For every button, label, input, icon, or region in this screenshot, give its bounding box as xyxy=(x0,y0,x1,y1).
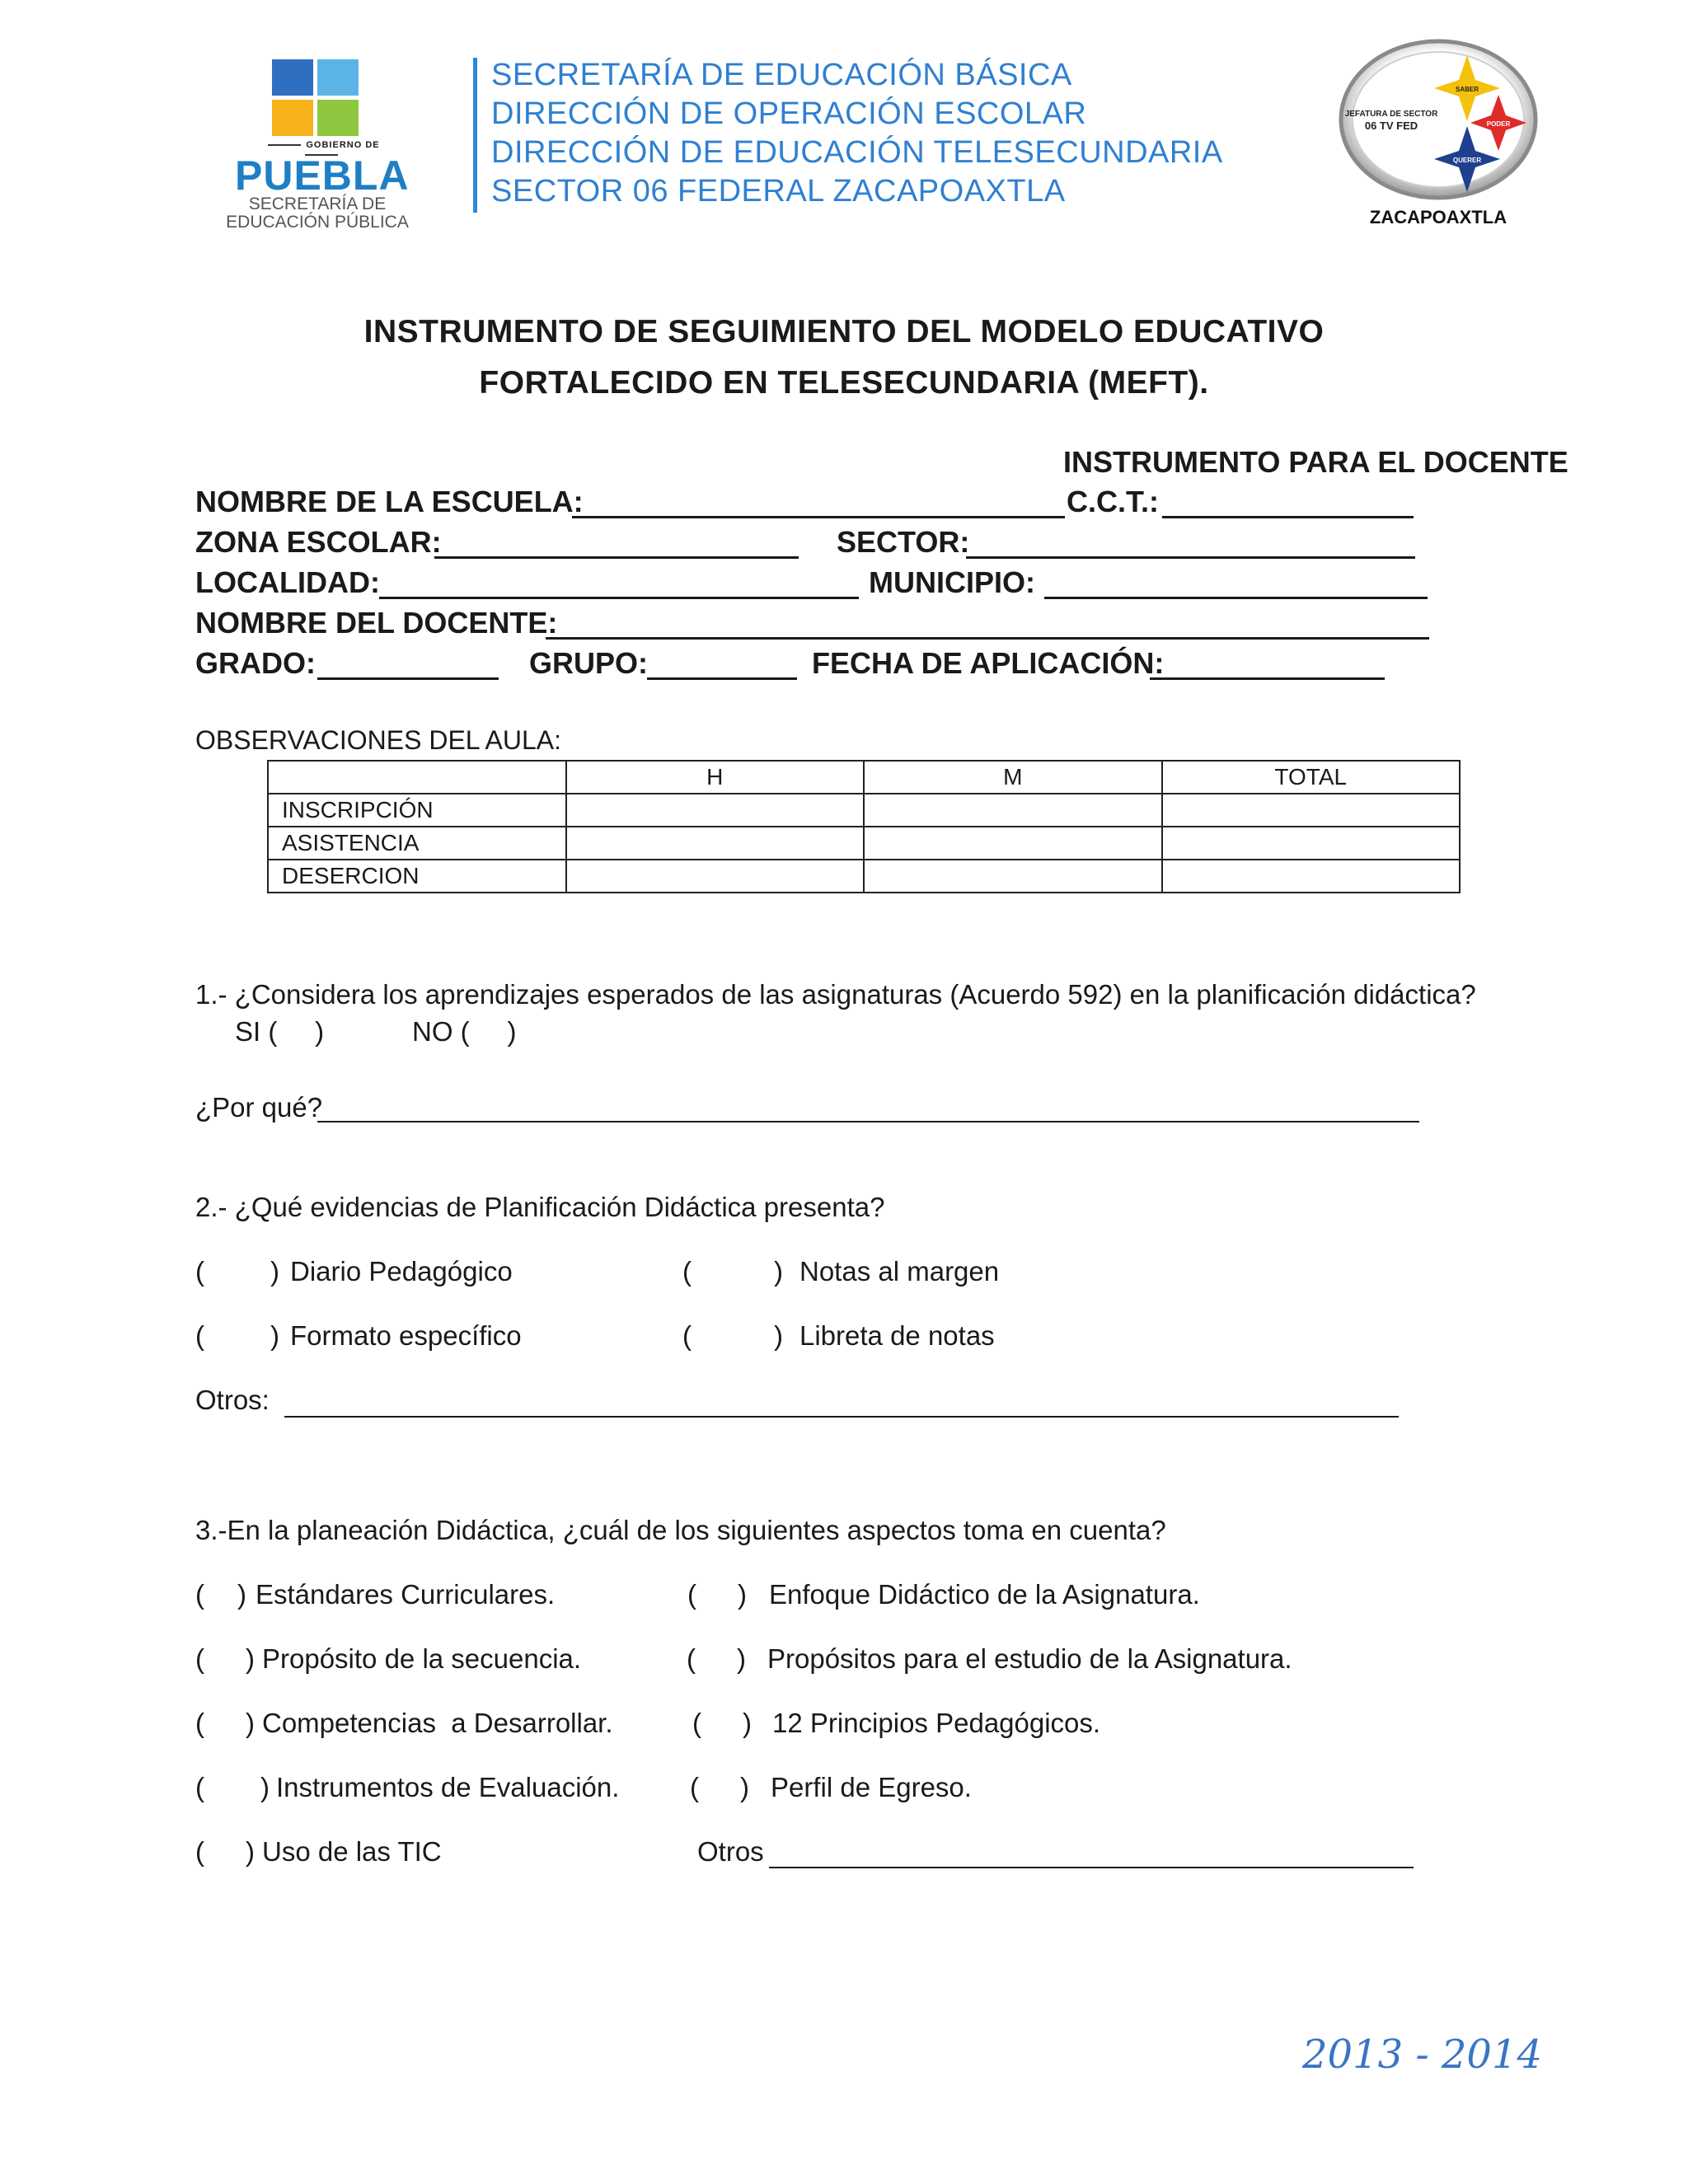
observaciones-label: OBSERVACIONES DEL AULA: xyxy=(195,725,562,755)
row-label-asistencia: ASISTENCIA xyxy=(268,827,566,860)
q2-option-libreta: Libreta de notas xyxy=(799,1320,995,1351)
header-line-1: SECRETARÍA DE EDUCACIÓN BÁSICA xyxy=(491,58,1072,92)
q1-question: 1.- ¿Considera los aprendizajes esperados de las asignaturas (Acuerdo 592) en la planificación didáctica? xyxy=(195,979,1476,1010)
q3-check-perfil[interactable]: ( ) xyxy=(690,1772,749,1802)
puebla-logo xyxy=(210,59,424,232)
q2-question: 2.- ¿Qué evidencias de Planificación Didáctica presenta? xyxy=(195,1192,885,1222)
sep-label: SECRETARÍA DE EDUCACIÓN PÚBLICA xyxy=(226,194,409,232)
cct-field[interactable] xyxy=(1162,485,1414,518)
table-header-h: H xyxy=(566,761,865,794)
sector-field[interactable] xyxy=(966,525,1415,559)
table-header-m: M xyxy=(864,761,1162,794)
cell-inscripcion-m[interactable] xyxy=(864,794,1162,827)
table-header-row xyxy=(268,761,1460,794)
header-line-2: DIRECCIÓN DE OPERACIÓN ESCOLAR xyxy=(491,96,1087,131)
docente-label: NOMBRE DEL DOCENTE: xyxy=(195,606,558,640)
cell-desercion-total[interactable] xyxy=(1162,860,1461,893)
cell-asistencia-m[interactable] xyxy=(864,827,1162,860)
q3-check-tic[interactable]: ( ) xyxy=(195,1836,255,1867)
star-querer-label: QUERER xyxy=(1452,157,1482,164)
instrument-type: INSTRUMENTO PARA EL DOCENTE xyxy=(1063,445,1568,479)
tvfed-label: 06 TV FED xyxy=(1364,120,1418,132)
cell-inscripcion-h[interactable] xyxy=(566,794,865,827)
localidad-label: LOCALIDAD: xyxy=(195,565,380,599)
q3-option-tic: Uso de las TIC xyxy=(262,1836,442,1867)
grupo-field[interactable] xyxy=(647,646,797,680)
cell-asistencia-total[interactable] xyxy=(1162,827,1461,860)
star-poder-label: PODER xyxy=(1486,120,1511,128)
zona-field[interactable] xyxy=(434,525,799,559)
q1-porque-field[interactable] xyxy=(317,1121,1419,1122)
q2-option-formato: Formato específico xyxy=(290,1320,522,1351)
grado-label: GRADO: xyxy=(195,646,316,680)
q2-option-notas: Notas al margen xyxy=(799,1256,1000,1286)
fecha-field[interactable] xyxy=(1150,646,1385,680)
q1-porque-label: ¿Por qué? xyxy=(195,1092,323,1122)
q2-check-formato[interactable]: ( ) xyxy=(195,1320,279,1351)
gobierno-label: GOBIERNO DE xyxy=(243,140,400,160)
municipio-field[interactable] xyxy=(1044,565,1428,599)
cct-label: C.C.T.: xyxy=(1067,485,1159,518)
jefatura-label: JEFATURA DE SECTOR xyxy=(1344,110,1438,119)
cell-desercion-h[interactable] xyxy=(566,860,865,893)
header-line-4: SECTOR 06 FEDERAL ZACAPOAXTLA xyxy=(491,174,1066,209)
q3-check-competencias[interactable]: ( ) xyxy=(195,1708,255,1738)
sector-emblem-icon xyxy=(1335,37,1541,235)
header-line-3: DIRECCIÓN DE EDUCACIÓN TELESECUNDARIA xyxy=(491,135,1223,170)
q3-otros-label: Otros xyxy=(697,1836,764,1867)
q3-option-principios: 12 Principios Pedagógicos. xyxy=(772,1708,1101,1738)
zona-label: ZONA ESCOLAR: xyxy=(195,525,442,559)
q2-option-diario: Diario Pedagógico xyxy=(290,1256,513,1286)
q3-option-instrumentos: Instrumentos de Evaluación. xyxy=(276,1772,620,1802)
row-label-inscripcion: INSCRIPCIÓN xyxy=(268,794,566,827)
q1-no-option[interactable]: NO ( ) xyxy=(412,1016,517,1047)
table-header-empty xyxy=(268,761,566,794)
q3-check-estandares[interactable]: ( ) xyxy=(195,1579,246,1610)
q2-check-diario[interactable]: ( ) xyxy=(195,1256,279,1286)
q3-option-proposito: Propósito de la secuencia. xyxy=(262,1643,582,1674)
document-title: INSTRUMENTO DE SEGUIMIENTO DEL MODELO EDUCATIVO FORTALECIDO EN TELESECUNDARIA (MEFT). xyxy=(363,314,1325,401)
q2-check-notas[interactable]: ( ) xyxy=(682,1256,783,1286)
q2-check-libreta[interactable]: ( ) xyxy=(682,1320,783,1351)
q2-otros-label: Otros: xyxy=(195,1385,270,1415)
puebla-label: PUEBLA xyxy=(235,152,410,199)
q3-check-proposito[interactable]: ( ) xyxy=(195,1643,255,1674)
q3-check-instrumentos[interactable]: ( ) xyxy=(195,1772,270,1802)
header-titles xyxy=(491,56,1223,211)
header-divider xyxy=(473,58,477,213)
row-label-desercion: DESERCION xyxy=(268,860,566,893)
table-row xyxy=(268,794,1460,827)
fecha-label: FECHA DE APLICACIÓN: xyxy=(812,646,1165,680)
q3-option-estandares: Estándares Curriculares. xyxy=(256,1579,556,1610)
escuela-field[interactable] xyxy=(572,485,1065,518)
localidad-field[interactable] xyxy=(379,565,859,599)
grupo-label: GRUPO: xyxy=(529,646,648,680)
table-row xyxy=(268,827,1460,860)
q1-si-option[interactable]: SI ( ) xyxy=(235,1016,325,1047)
q3-otros-field[interactable] xyxy=(769,1867,1414,1868)
zacapoaxtla-label: ZACAPOAXTLA xyxy=(1369,207,1507,227)
q3-check-propositos-estudio[interactable]: ( ) xyxy=(687,1643,746,1674)
puebla-blocks-icon xyxy=(272,59,363,138)
q3-check-enfoque[interactable]: ( ) xyxy=(687,1579,747,1610)
sector-logo xyxy=(1335,37,1541,235)
q3-option-propositos-estudio: Propósitos para el estudio de la Asignatura. xyxy=(767,1643,1292,1674)
cell-asistencia-h[interactable] xyxy=(566,827,865,860)
municipio-label: MUNICIPIO: xyxy=(869,565,1035,599)
q3-option-enfoque: Enfoque Didáctico de la Asignatura. xyxy=(769,1579,1200,1610)
grado-field[interactable] xyxy=(317,646,499,680)
star-saber-label: SABER xyxy=(1455,86,1479,93)
table-row xyxy=(268,860,1460,893)
observaciones-table xyxy=(267,760,1461,893)
q3-option-competencias: Competencias a Desarrollar. xyxy=(262,1708,613,1738)
docente-field[interactable] xyxy=(546,606,1429,640)
table-header-total: TOTAL xyxy=(1162,761,1461,794)
q3-option-perfil: Perfil de Egreso. xyxy=(771,1772,972,1802)
school-year: 2013 - 2014 xyxy=(1302,2032,1543,2078)
q3-question: 3.-En la planeación Didáctica, ¿cuál de los siguientes aspectos toma en cuenta? xyxy=(195,1515,1166,1545)
sector-label: SECTOR: xyxy=(837,525,970,559)
q2-otros-field[interactable] xyxy=(284,1416,1399,1418)
q3-check-principios[interactable]: ( ) xyxy=(692,1708,752,1738)
cell-desercion-m[interactable] xyxy=(864,860,1162,893)
escuela-label: NOMBRE DE LA ESCUELA: xyxy=(195,485,584,518)
cell-inscripcion-total[interactable] xyxy=(1162,794,1461,827)
